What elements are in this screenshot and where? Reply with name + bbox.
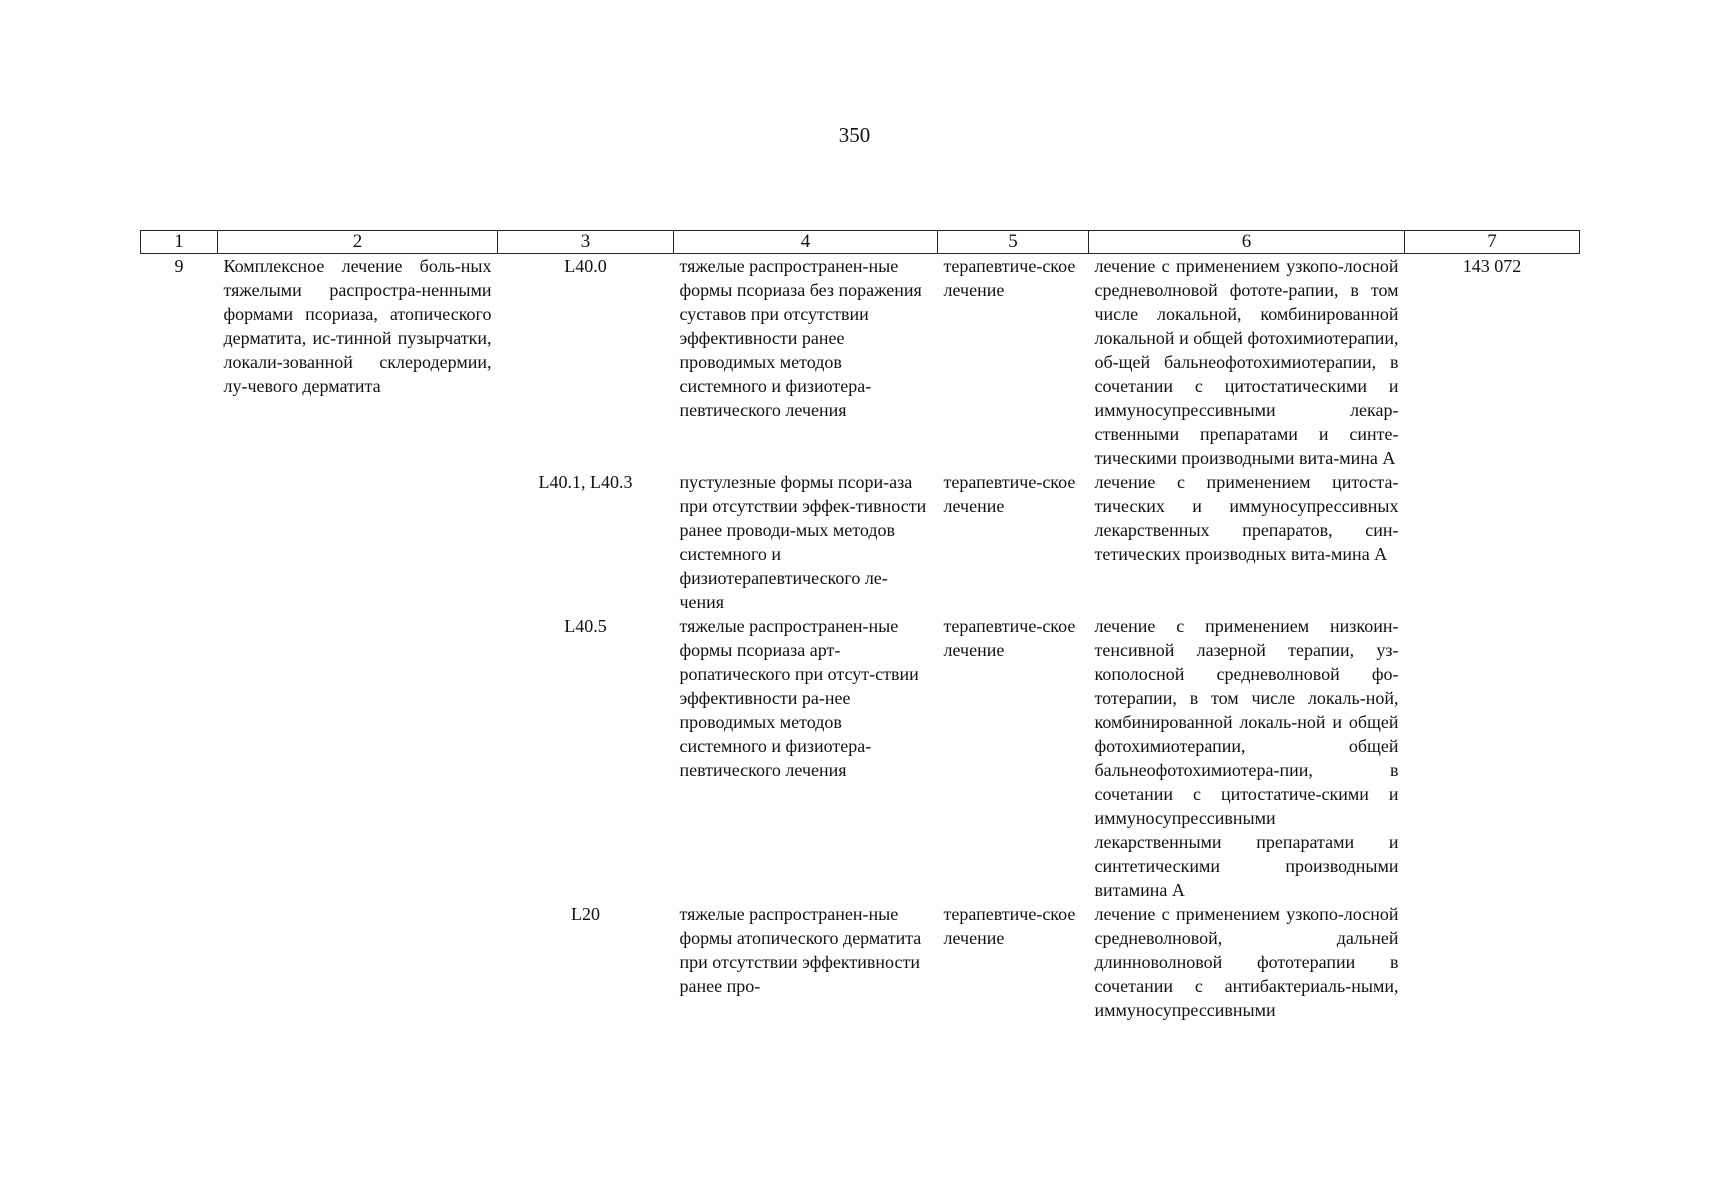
- treatment-method: лечение с применением узкопо-лосной средневолновой, дальней длинноволновой фототерапии в сочетании с антибактериаль-ными, иммуносупрессивными: [1094, 904, 1399, 1020]
- icd-code: L40.1, L40.3: [538, 472, 633, 492]
- column-number-row: [141, 231, 1580, 254]
- icd-code: L40.5: [564, 616, 607, 636]
- condition-text: тяжелые распространен-ные формы псориаза арт-ропатического при отсут-ствии эффективности ра-нее проводимых методов системного и физиотера-певтического лечения: [679, 616, 919, 780]
- condition-text: тяжелые распространен-ные формы атопического дерматита при отсутствии эффективности ранее про-: [679, 904, 922, 996]
- treatment-type: терапевтиче-ское лечение: [943, 472, 1076, 516]
- column-header-7: 7: [1405, 231, 1580, 254]
- treatment-type: терапевтиче-ское лечение: [943, 616, 1076, 660]
- treatment-method: лечение с применением низкоин-тенсивной лазерной терапии, уз-кополосной средневолновой фо-тотерапии, в том числе локаль-ной, комбинированной локаль-ной и общей фотохимиотерапии, общей бальнеофотохимиотера-пии, в сочетании с цитостатиче-скими и иммуносупрессивными лекарственными препаратами и синтетическими производными витамина А: [1094, 616, 1399, 900]
- icd-code: L20: [571, 904, 600, 924]
- row-number: 9: [174, 256, 184, 276]
- table-row: [141, 254, 1580, 471]
- medical-services-table: [140, 230, 1579, 1022]
- column-header-1: 1: [141, 231, 218, 254]
- treatment-type: терапевтиче-ское лечение: [943, 904, 1076, 948]
- column-header-4: 4: [674, 231, 938, 254]
- page-number: 350: [838, 123, 871, 147]
- service-name: Комплексное лечение боль-ных тяжелыми распростра-ненными формами псориаза, атопического дерматита, ис-тинной пузырчатки, локали-зованной склеродермии, лу-чевого дерматита: [223, 256, 492, 396]
- treatment-type: терапевтиче-ское лечение: [943, 256, 1076, 300]
- column-header-5: 5: [938, 231, 1089, 254]
- column-header-3: 3: [498, 231, 674, 254]
- condition-text: пустулезные формы псори-аза при отсутствии эффек-тивности ранее проводи-мых методов системного и физиотерапевтического ле-чения: [679, 472, 927, 612]
- condition-text: тяжелые распространен-ные формы псориаза без поражения суставов при отсутствии эффективности ранее проводимых методов системного и физиотера-певтического лечения: [679, 256, 922, 420]
- icd-code: L40.0: [564, 256, 607, 276]
- price-value: 143 072: [1462, 256, 1522, 276]
- column-header-6: 6: [1089, 231, 1405, 254]
- table: [140, 230, 1580, 1022]
- treatment-method: лечение с применением узкопо-лосной средневолновой фототе-рапии, в том числе локальной, комбинированной локальной и общей фотохимиотерапии, об-щей бальнеофотохимиотерапии, в сочетании с цитостатическими и иммуносупрессивными лекар-ственными препаратами и синте-тическими производными вита-мина А: [1094, 256, 1399, 468]
- treatment-method: лечение с применением цитоста-тических и иммуносупрессивных лекарственных препаратов, син-тетических производных вита-мина А: [1094, 472, 1399, 564]
- column-header-2: 2: [218, 231, 498, 254]
